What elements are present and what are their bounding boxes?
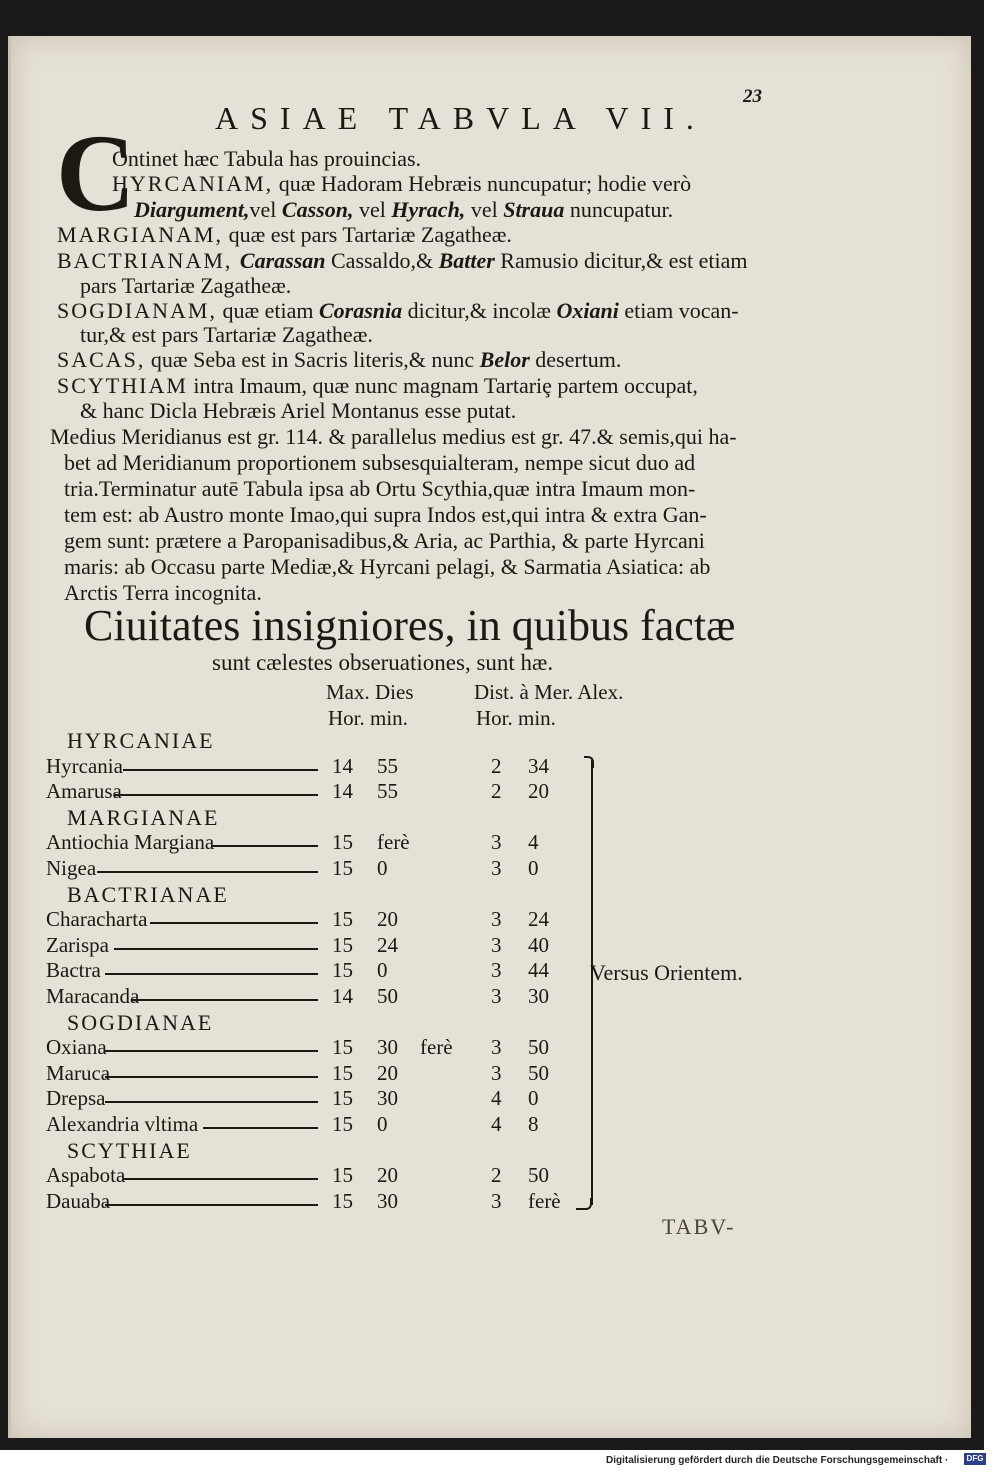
- max-dies-hour: 15: [332, 856, 353, 880]
- leader-line: [105, 1076, 318, 1078]
- intro-line-1: Ontinet hæc Tabula has prouincias.: [112, 146, 422, 171]
- max-dies-hour: 15: [332, 1163, 353, 1188]
- max-dies-minute: 30: [377, 1086, 398, 1111]
- region-heading: BACTRIANAE: [67, 881, 229, 907]
- max-dies-minute: 20: [377, 907, 398, 932]
- leader-line: [114, 794, 318, 796]
- province-sogdiana: SOGDIANAM,: [57, 298, 217, 323]
- city-name: Dauaba: [46, 1188, 111, 1213]
- dist-hour: 3: [491, 1060, 502, 1085]
- leader-line: [212, 845, 318, 847]
- dist-minute: 30: [528, 984, 549, 1008]
- paragraph-line-3: tria.Terminatur autē Tabula ipsa ab Ortu Scythia,quæ intra Imaum mon-: [64, 476, 696, 501]
- running-title: ASIAE TABVLA VII.: [215, 100, 706, 136]
- max-dies-minute: 24: [377, 932, 398, 957]
- region-heading: MARGIANAE: [67, 804, 220, 830]
- digitization-credit: Digitalisierung gefördert durch die Deutsche Forschungsgemeinschaft ·: [606, 1455, 949, 1466]
- leader-line: [203, 1127, 318, 1129]
- intro-italic: Hyrach,: [391, 197, 466, 222]
- max-dies-minute: 20: [377, 1163, 398, 1188]
- max-dies-hour: 15: [332, 1060, 353, 1085]
- leader-line: [114, 948, 318, 950]
- intro-text: intra Imaum, quæ nunc magnam Tartariȩ partem occupat,: [187, 373, 698, 398]
- max-dies-minute: 20: [377, 1060, 398, 1085]
- city-name: Maracanda: [46, 984, 140, 1008]
- dist-minute: 0: [528, 856, 539, 880]
- paragraph-line-1: Medius Meridianus est gr. 114. & parallelus medius est gr. 47.& semis,qui ha-: [50, 424, 737, 449]
- max-dies-minute: 30: [377, 1035, 398, 1060]
- intro-line-3: [134, 197, 673, 223]
- max-dies-hour: 15: [332, 1112, 353, 1136]
- catchword: TABV-: [662, 1214, 736, 1239]
- dist-hour: 3: [491, 1035, 502, 1060]
- intro-line-9: [57, 347, 621, 373]
- intro-text: vel: [249, 197, 282, 222]
- dist-minute: 20: [528, 779, 549, 804]
- approx-note: ferè: [420, 1035, 453, 1060]
- paragraph-line-7: Arctis Terra incognita.: [64, 580, 262, 605]
- max-dies-minute: 30: [377, 1188, 398, 1213]
- intro-text: vel: [353, 197, 392, 222]
- dist-hour: 3: [491, 958, 502, 983]
- intro-italic: Straua: [503, 197, 565, 222]
- leader-line: [132, 999, 318, 1001]
- max-dies-minute: 0: [377, 958, 388, 983]
- paragraph-line-6: maris: ab Occasu parte Mediæ,& Hyrcani pelagi, & Sarmatia Asiatica: ab: [64, 554, 711, 579]
- city-name: Aspabota: [46, 1163, 126, 1188]
- city-name: Alexandria vltima: [46, 1112, 199, 1136]
- intro-line-5: [57, 248, 748, 274]
- intro-italic: Carassan: [239, 248, 326, 273]
- city-name: Characharta: [46, 907, 148, 932]
- intro-text: quæ Seba est in Sacris literis,& nunc: [145, 347, 480, 372]
- intro-text: etiam vocan-: [618, 298, 739, 323]
- dist-hour: 4: [491, 1086, 502, 1111]
- dist-minute: 4: [528, 830, 539, 855]
- dfg-logo: DFG: [964, 1453, 986, 1465]
- leader-line: [105, 1204, 318, 1206]
- dist-minute: 50: [528, 1060, 549, 1085]
- leader-line: [105, 1050, 318, 1052]
- region-heading: HYRCANIAE: [67, 728, 215, 753]
- col-head-max-dies: Max. Dies: [326, 680, 414, 704]
- province-scythia: SCYTHIAM: [57, 373, 188, 398]
- intro-line-4: [57, 222, 512, 248]
- paragraph-line-4: tem est: ab Austro monte Imao,qui supra Indos est,qui intra & extra Gan-: [64, 502, 707, 527]
- table-subheading: sunt cælestes obseruationes, sunt hæ.: [212, 650, 554, 675]
- intro-text: Ramusio dicitur,& est etiam: [494, 248, 748, 273]
- max-dies-hour: 15: [332, 1035, 353, 1060]
- page-number: 23: [743, 86, 762, 107]
- intro-line-8: tur,& est pars Tartariæ Zagatheæ.: [80, 322, 373, 347]
- province-margiana: MARGIANAM,: [57, 222, 224, 247]
- intro-line-6: pars Tartariæ Zagatheæ.: [80, 273, 292, 298]
- dist-minute: 24: [528, 907, 549, 932]
- col-head-hor-min-2: Hor. min.: [476, 706, 556, 730]
- paragraph-line-2: bet ad Meridianum proportionem subsesquialteram, nempe sicut duo ad: [64, 450, 696, 475]
- max-dies-hour: 14: [332, 984, 353, 1008]
- intro-italic: Corasnia: [319, 298, 403, 323]
- dist-hour: 2: [491, 753, 502, 778]
- intro-text: vel: [465, 197, 504, 222]
- intro-text: desertum.: [529, 347, 622, 372]
- dist-minute: 50: [528, 1163, 549, 1188]
- max-dies-hour: 15: [332, 932, 353, 957]
- dist-minute: 44: [528, 958, 549, 983]
- leader-line: [150, 922, 318, 924]
- brace-label: Versus Orientem.: [590, 960, 743, 985]
- drop-cap: C: [56, 112, 136, 234]
- table-heading: Ciuitates insigniores, in quibus factæ: [84, 601, 736, 650]
- intro-text: Cassaldo,&: [325, 248, 439, 273]
- intro-line-11: & hanc Dicla Hebræis Ariel Montanus esse putat.: [80, 398, 517, 423]
- col-head-dist: Dist. à Mer. Alex.: [474, 680, 624, 704]
- city-name: Bactra: [46, 958, 101, 983]
- leader-line: [105, 973, 318, 975]
- max-dies-minute: 0: [377, 856, 388, 880]
- dist-minute: ferè: [528, 1188, 561, 1213]
- dist-hour: 3: [491, 856, 502, 880]
- intro-text: quæ Hadoram Hebræis nuncupatur; hodie verò: [273, 171, 692, 196]
- region-heading: SCYTHIAE: [67, 1137, 192, 1163]
- intro-italic: Oxiani: [556, 298, 619, 323]
- intro-text: quæ est pars Tartariæ Zagatheæ.: [223, 222, 512, 247]
- city-name: Nigea: [46, 856, 97, 880]
- max-dies-hour: 14: [332, 779, 353, 804]
- city-name: Zarispa: [46, 932, 109, 957]
- dist-hour: 3: [491, 1188, 502, 1213]
- leader-line: [105, 1101, 318, 1103]
- intro-italic: Belor: [479, 347, 530, 372]
- intro-line-7: [57, 298, 739, 324]
- intro-text: nuncupatur.: [564, 197, 674, 222]
- province-bactriana: BACTRIANAM,: [57, 248, 240, 273]
- dist-hour: 2: [491, 1163, 502, 1188]
- intro-text: dicitur,& incolæ: [402, 298, 557, 323]
- city-name: Hyrcania: [46, 753, 123, 778]
- max-dies-hour: 15: [332, 1086, 353, 1111]
- max-dies-hour: 14: [332, 753, 353, 778]
- city-name: Oxiana: [46, 1035, 107, 1060]
- region-heading: SOGDIANAE: [67, 1009, 214, 1035]
- province-hyrcania: HYRCANIAM,: [112, 171, 274, 196]
- dist-minute: 40: [528, 932, 549, 957]
- leader-line: [97, 871, 319, 873]
- intro-italic: Batter: [438, 248, 495, 273]
- province-sacas: SACAS,: [57, 347, 146, 372]
- city-name: Antiochia Margiana: [46, 830, 215, 855]
- max-dies-minute: 55: [377, 779, 398, 804]
- paragraph-line-5: gem sunt: prætere a Paropanisadibus,& Aria, ac Parthia, & parte Hyrcani: [64, 528, 705, 553]
- dist-hour: 2: [491, 779, 502, 804]
- dist-minute: 8: [528, 1112, 539, 1136]
- max-dies-hour: 15: [332, 1188, 353, 1213]
- intro-italic: Diargument,: [134, 197, 250, 222]
- dist-minute: 0: [528, 1086, 539, 1111]
- dist-hour: 4: [491, 1112, 502, 1136]
- max-dies-hour: 15: [332, 830, 353, 855]
- dist-hour: 3: [491, 907, 502, 932]
- city-name: Maruca: [46, 1060, 111, 1085]
- intro-line-2: [112, 171, 691, 197]
- city-name: Drepsa: [46, 1086, 106, 1111]
- dist-hour: 3: [491, 830, 502, 855]
- city-name: Amarusa: [46, 779, 122, 804]
- max-dies-minute: 55: [377, 753, 398, 778]
- max-dies-minute: 50: [377, 984, 398, 1008]
- dist-hour: 3: [491, 984, 502, 1008]
- intro-line-10: [57, 373, 698, 399]
- max-dies-hour: 15: [332, 907, 353, 932]
- intro-italic: Casson,: [281, 197, 354, 222]
- max-dies-hour: 15: [332, 958, 353, 983]
- dist-hour: 3: [491, 932, 502, 957]
- leader-line: [123, 1178, 318, 1180]
- max-dies-minute: 0: [377, 1112, 388, 1136]
- max-dies-minute: ferè: [377, 830, 410, 855]
- dist-minute: 34: [528, 753, 549, 778]
- intro-text: quæ etiam: [216, 298, 319, 323]
- col-head-hor-min-1: Hor. min.: [328, 706, 408, 730]
- leader-line: [123, 769, 318, 771]
- dist-minute: 50: [528, 1035, 549, 1060]
- brace: [576, 1198, 592, 1210]
